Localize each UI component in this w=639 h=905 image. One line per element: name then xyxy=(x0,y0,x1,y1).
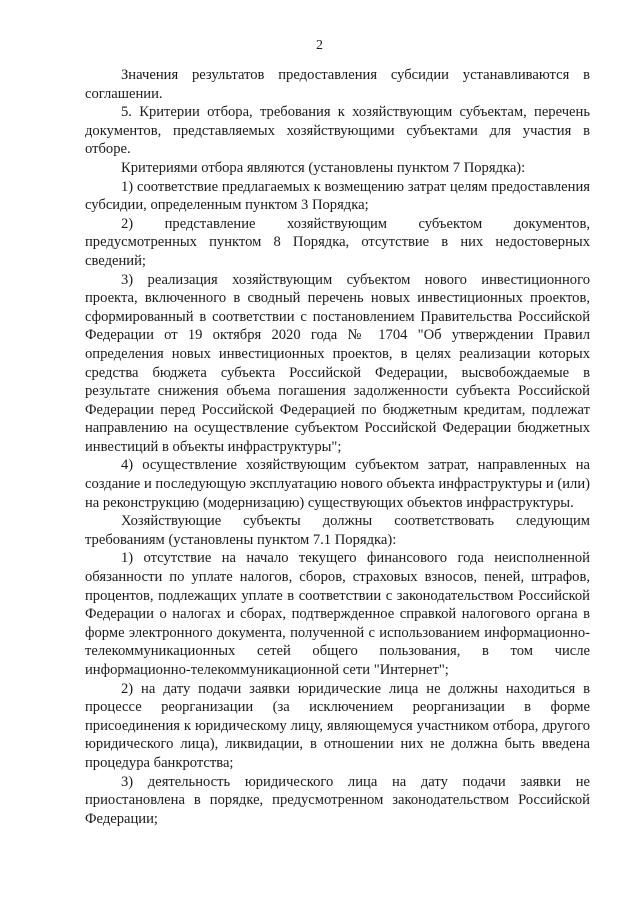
paragraph-criterion-2: 2) представление хозяйствующим субъектом документов, предусмотренных пунктом 8 Порядка, отсутствие в них недостоверных сведений; xyxy=(85,215,590,269)
paragraph-selection-criteria-intro: Критериями отбора являются (установлены пунктом 7 Порядка): xyxy=(121,159,526,176)
paragraph-criterion-3: 3) реализация хозяйствующим субъектом нового инвестиционного проекта, включенного в сводный перечень новых инвестиционных проектов, сформированный в соответствии с постановлением Правительства Российской Федерации от 19 октября 2020 года № 1704 "Об утверждении Правил определения новых инвестиционных проектов, в целях реализации которых средства бюджета субъекта Российской Федерации, высвобождаемые в результате снижения объема погашения задолженности субъекта Российской Федерации перед Российской Федерацией по бюджетным кредитам, подлежат направлению на осуществление субъектом Российской Федерации бюджетных инвестиций в объекты инфраструктуры"; xyxy=(85,271,590,455)
paragraph-requirements-intro: Хозяйствующие субъекты должны соответствовать следующим требованиям (установлены пунктом 7.1 Порядка): xyxy=(85,513,590,548)
paragraph-requirement-2: 2) на дату подачи заявки юридические лица не должны находиться в процессе реорганизации (за исключением реорганизации в форме присоединения к юридическому лицу, являющемуся участником отбора, другого юридического лица), ликвидации, в отношении них не должна быть введена процедура банкротства; xyxy=(85,680,590,771)
paragraph-criterion-1: 1) соответствие предлагаемых к возмещению затрат целям предоставления субсидии, определенным пунктом 3 Порядка; xyxy=(85,178,590,214)
paragraph-subsidy-results: Значения результатов предоставления субсидии устанавливаются в соглашении. xyxy=(85,67,590,102)
paragraph-section-5-heading: 5. Критерии отбора, требования к хозяйствующим субъектам, перечень документов, представляемых хозяйствующими субъектами для участия в отборе. xyxy=(85,104,590,158)
document-body xyxy=(85,66,590,828)
paragraph-requirement-3: 3) деятельность юридического лица на дату подачи заявки не приостановлена в порядке, предусмотренном законодательством Российской Федерации; xyxy=(85,773,590,827)
paragraph-criterion-4: 4) осуществление хозяйствующим субъектом затрат, направленных на создание и последующую эксплуатацию нового объекта инфраструктуры и (или) на реконструкцию (модернизацию) существующих объектов инфраструктуры. xyxy=(85,457,590,511)
paragraph-requirement-1: 1) отсутствие на начало текущего финансового года неисполненной обязанности по уплате налогов, сборов, страховых взносов, пеней, штрафов, процентов, подлежащих уплате в соответствии с законодательством Российской Федерации о налогах и сборах, подтвержденное справкой налогового органа в форме электронного документа, полученной с использованием информационно-телекоммуникационных сетей общего пользования, в том числе информационно-телекоммуникационной сети "Интернет"; xyxy=(85,550,590,678)
page-number: 2 xyxy=(316,38,323,53)
